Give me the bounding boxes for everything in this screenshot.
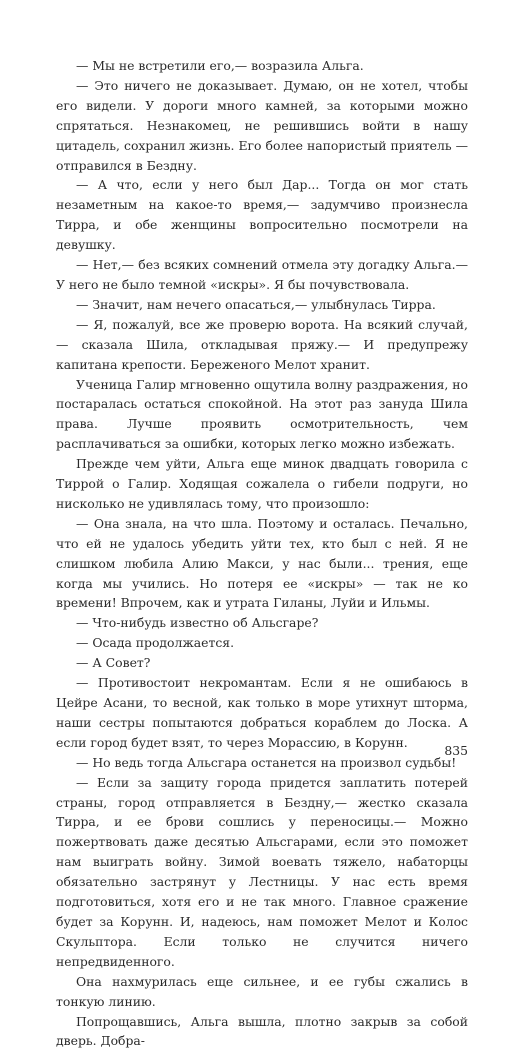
paragraph: — Я, пожалуй, все же проверю ворота. На всякий случай,— сказала Шила, откладывая пряжу.— И предупрежу капитана крепости. Береженого Мелот хранит.: [56, 315, 468, 375]
paragraph: — Нет,— без всяких сомнений отмела эту догадку Альга.— У него не было темной «искры». Я бы почувствовала.: [56, 255, 468, 295]
paragraph: — Значит, нам нечего опасаться,— улыбнулась Тирра.: [56, 295, 468, 315]
paragraph: — Она знала, на что шла. Поэтому и осталась. Печально, что ей не удалось убедить уйти тех, кто был с ней. Я не слишком любила Алию Макси, у нас были... трения, еще когда мы учились. Но потеря ее «искры» — так не ко времени! Впрочем, как и утрата Гиланы, Луйи и Ильмы.: [56, 514, 468, 614]
paragraph: — Осада продолжается.: [56, 633, 468, 653]
paragraph: — А Совет?: [56, 653, 468, 673]
paragraph: — А что, если у него был Дар... Тогда он мог стать незаметным на какое-то время,— задумчиво произнесла Тирра, и обе женщины вопросительно посмотрели на девушку.: [56, 175, 468, 255]
paragraph: Прежде чем уйти, Альга еще минок двадцать говорила с Тиррой о Галир. Ходящая сожалела о гибели подруги, но нисколько не удивлялась тому, что произошло:: [56, 454, 468, 514]
paragraph: — Если за защиту города придется заплатить потерей страны, город отправляется в Бездну,— жестко сказала Тирра, и ее брови сошлись у переносицы.— Можно пожертвовать даже десятью Альсгарами, если это поможет нам выиграть войну. Зимой воевать тяжело, набаторцы обязательно застрянут у Лестницы. У нас есть время подготовиться, хотя его и не так много. Главное сражение будет за Корунн. И, надеюсь, нам поможет Мелот и Колос Скульптора. Если только не случится ничего непредвиденного.: [56, 773, 468, 972]
paragraph: — Что-нибудь известно об Альсгаре?: [56, 613, 468, 633]
paragraph: Ученица Галир мгновенно ощутила волну раздражения, но постаралась остаться спокойной. На этот раз зануда Шила права. Лучше проявить осмотрительность, чем расплачиваться за ошибки, которых легко можно избежать.: [56, 375, 468, 455]
paragraph: — Это ничего не доказывает. Думаю, он не хотел, чтобы его видели. У дороги много камней, за которыми можно спрятаться. Незнакомец, не решившись войти в нашу цитадель, сохранил жизнь. Его более напористый приятель — отправился в Бездну.: [56, 76, 468, 176]
page-number: 835: [440, 743, 468, 758]
page-body: [56, 56, 468, 1051]
paragraph: Она нахмурилась еще сильнее, и ее губы сжались в тонкую линию.: [56, 972, 468, 1012]
paragraph: — Противостоит некромантам. Если я не ошибаюсь в Цейре Асани, то весной, как только в море утихнут шторма, наши сестры попытаются добраться кораблем до Лоска. А если город будет взят, то через Морассию, в Корунн.: [56, 673, 468, 753]
paragraph: — Мы не встретили его,— возразила Альга.: [56, 56, 468, 76]
paragraph: — Но ведь тогда Альсгара останется на произвол судьбы!: [56, 753, 468, 773]
paragraph: Попрощавшись, Альга вышла, плотно закрыв за собой дверь. Добра-: [56, 1012, 468, 1051]
